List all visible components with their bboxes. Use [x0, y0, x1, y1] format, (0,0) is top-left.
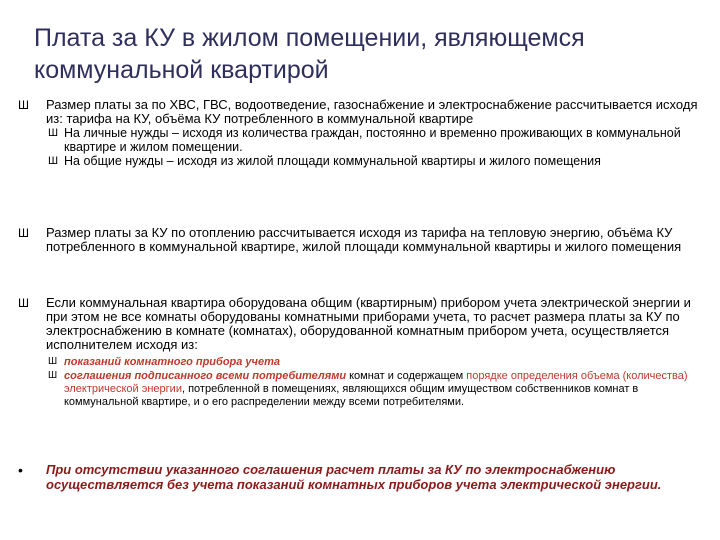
sub-2-end: , потребленной в помещениях, являющихся общим имуществом собственников комнат в коммунальной квартире, и о его распределении между всеми потребителями.: [64, 383, 639, 408]
sub-2-red: порядке определения объема (количества) электрической энергии: [64, 370, 688, 395]
title-line-2: коммунальной квартирой: [34, 56, 329, 84]
bullet-4-text: При отсутствии указанного соглашения расчет платы за КУ по электроснабжению осуществляется без учета показаний комнатных приборов учета электрической энергии.: [46, 462, 662, 492]
sub-bullet-marker: Ш: [48, 155, 59, 167]
sub-bullet-marker: Ш: [48, 127, 59, 139]
bullet-3-text: Если коммунальная квартира оборудована общим (квартирным) прибором учета электрической энергии и при этом не все комнаты оборудованы комнатными приборами учета, то расчет размера платы за КУ по электроснабжению в комнате (комнатах), оборудованной комнатным прибором учета, осуществляется исполнителем исходя из:: [46, 295, 691, 352]
bullet-1-sub-2: На общие нужды – исходя из жилой площади коммунальной квартиры и жилого помещения: [64, 154, 601, 168]
sub-bullet-marker: Ш: [48, 356, 58, 367]
bullet-1-sub-1: На личные нужды – исходя из количества граждан, постоянно и временно проживающих в коммунальной квартире и жилом помещении.: [64, 126, 681, 154]
bullet-marker: Ш: [18, 98, 29, 112]
bullet-2: [18, 226, 708, 254]
bullet-3-sub-1: показаний комнатного прибора учета: [64, 356, 280, 368]
bullet-4: [18, 462, 708, 492]
dot-marker: •: [18, 462, 23, 478]
bullet-marker: Ш: [18, 226, 29, 240]
bullet-1-text: Размер платы за по ХВС, ГВС, водоотведение, газоснабжение и электроснабжение рассчитывается исходя из: тарифа на КУ, объёма КУ потребленного в коммунальной квартире: [46, 97, 698, 126]
title-line-1: Плата за КУ в жилом помещении, являющемся: [34, 24, 585, 52]
bullet-2-text: Размер платы за КУ по отоплению рассчитывается исходя из тарифа на тепловую энергию, объёма КУ потребленного в коммунальной квартире, жилой площади коммунальной квартиры и жилого помещения: [46, 225, 682, 254]
bullet-3-sub-2: [64, 370, 708, 409]
bullet-3: [18, 296, 708, 409]
bullet-1: [18, 98, 708, 169]
sub-2-mid: комнат и содержащем: [346, 370, 467, 382]
sub-2-bold: соглашения подписанного всеми потребителями: [64, 370, 347, 382]
bullet-marker: Ш: [18, 296, 29, 310]
sub-bullet-marker: Ш: [48, 370, 58, 381]
page-title: [34, 22, 694, 86]
